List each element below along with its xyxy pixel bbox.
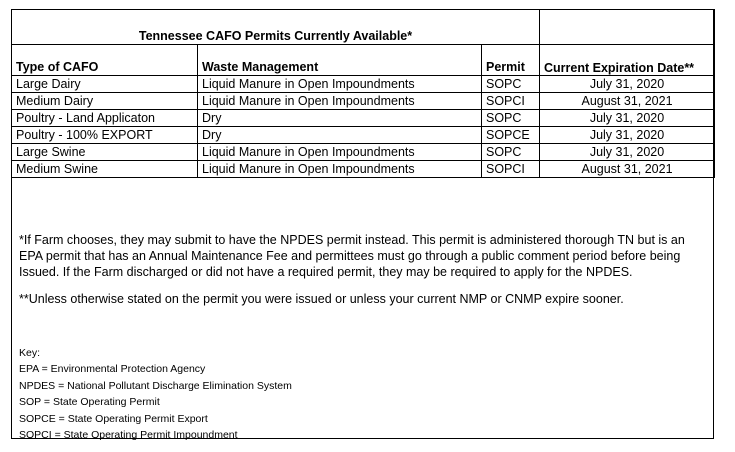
table-title: Tennessee CAFO Permits Currently Available*: [12, 10, 540, 45]
key-item: SOP = State Operating Permit: [19, 396, 160, 409]
table-row: [12, 93, 715, 110]
table-row: [12, 127, 715, 144]
cell-expiration: July 31, 2020: [540, 127, 715, 144]
cell-expiration: July 31, 2020: [540, 110, 715, 127]
key-item: SOPCE = State Operating Permit Export: [19, 412, 208, 425]
cell-type: Large Swine: [12, 144, 198, 161]
cell-permit: SOPC: [482, 144, 540, 161]
cell-permit: SOPCI: [482, 93, 540, 110]
key-item: NPDES = National Pollutant Discharge Elimination System: [19, 379, 292, 392]
table-header-row: [12, 45, 715, 76]
title-blank-cell: [540, 10, 715, 45]
table-row: [12, 161, 715, 178]
cell-permit: SOPCI: [482, 161, 540, 178]
cell-type: Medium Dairy: [12, 93, 198, 110]
permits-table: [11, 9, 715, 178]
cell-waste: Liquid Manure in Open Impoundments: [198, 93, 482, 110]
header-type: Type of CAFO: [12, 45, 198, 76]
footnote-npdes: *If Farm chooses, they may submit to have the NPDES permit instead. This permit is administered thorough TN but is an EPA permit that has an Annual Maintenance Fee and permittees must go through a public comment period before being Issued. If the Farm discharged or did not have a required permit, they may be required to apply for the NPDES.: [19, 233, 685, 279]
cell-permit: SOPC: [482, 76, 540, 93]
table-row: [12, 110, 715, 127]
footnotes: [19, 232, 709, 307]
cell-type: Large Dairy: [12, 76, 198, 93]
header-waste: Waste Management: [198, 45, 482, 76]
key-heading: Key:: [19, 347, 41, 359]
cell-expiration: July 31, 2020: [540, 76, 715, 93]
cell-expiration: July 31, 2020: [540, 144, 715, 161]
cell-expiration: August 31, 2021: [540, 93, 715, 110]
cell-waste: Liquid Manure in Open Impoundments: [198, 144, 482, 161]
key-item: SOPCI = State Operating Permit Impoundment: [19, 429, 238, 442]
key-legend: [19, 345, 292, 443]
cell-waste: Liquid Manure in Open Impoundments: [198, 161, 482, 178]
cell-permit: SOPCE: [482, 127, 540, 144]
cell-waste: Dry: [198, 127, 482, 144]
cell-type: Poultry - Land Applicaton: [12, 110, 198, 127]
header-permit: Permit: [482, 45, 540, 76]
cell-type: Poultry - 100% EXPORT: [12, 127, 198, 144]
cell-waste: Dry: [198, 110, 482, 127]
footnote-expiration: **Unless otherwise stated on the permit you were issued or unless your current NMP or CNMP expire sooner.: [19, 292, 624, 306]
table-row: [12, 144, 715, 161]
cell-expiration: August 31, 2021: [540, 161, 715, 178]
key-item: EPA = Environmental Protection Agency: [19, 363, 206, 376]
cell-type: Medium Swine: [12, 161, 198, 178]
cell-waste: Liquid Manure in Open Impoundments: [198, 76, 482, 93]
cell-permit: SOPC: [482, 110, 540, 127]
table-row: [12, 76, 715, 93]
header-expiration: Current Expiration Date**: [540, 45, 715, 76]
